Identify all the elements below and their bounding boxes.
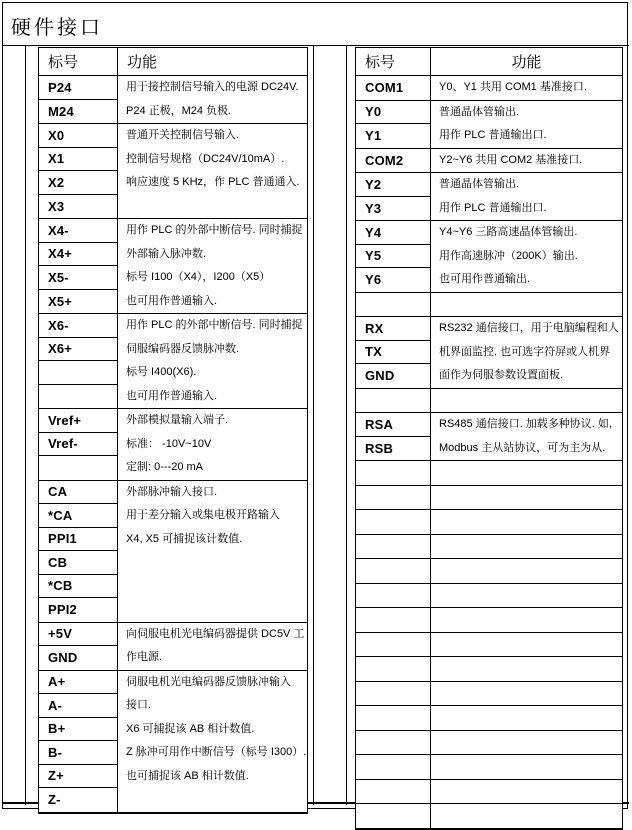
signal-label-cell: *CA [39, 504, 117, 528]
signal-label-cell [356, 389, 430, 413]
function-text-line: 响应速度 5 KHz，作 PLC 普通通入. [126, 176, 300, 188]
label-column [356, 755, 431, 779]
table-row-group [356, 804, 622, 828]
signal-label-cell [356, 706, 430, 730]
table-row-group [356, 173, 622, 221]
signal-label-cell: B+ [39, 718, 117, 742]
signal-label-cell [39, 385, 117, 409]
function-cell [431, 149, 622, 173]
function-text-line: 作电源. [126, 651, 163, 663]
function-text-line [439, 682, 622, 706]
signal-label-cell [356, 804, 430, 828]
signal-label-cell: Vref- [39, 433, 117, 457]
label-column [356, 804, 431, 828]
signal-label-cell: Y1 [365, 128, 382, 144]
function-cell [431, 804, 622, 828]
function-cell [431, 608, 622, 632]
function-text-line [439, 535, 622, 559]
title-separator-line [2, 45, 629, 46]
function-cell [431, 780, 622, 804]
signal-label-cell [356, 293, 430, 317]
function-text-line: X6 可捕捉该 AB 相计数值. [126, 722, 255, 735]
signal-label-cell: CA [39, 481, 117, 505]
function-text-line: 定制: 0---20 mA [126, 461, 204, 473]
function-text-line [439, 584, 622, 608]
label-column [356, 173, 431, 220]
signal-label-cell [356, 461, 430, 485]
signal-label-cell: *CB [39, 575, 117, 599]
label-column [39, 314, 118, 408]
table-row-group [356, 76, 622, 101]
signal-label-cell [356, 584, 430, 608]
table-row-group [356, 293, 622, 318]
table-row-group [39, 76, 307, 124]
column-header-label: 标号 [356, 48, 431, 75]
function-text-line [439, 461, 622, 485]
label-column [356, 101, 431, 148]
signal-label-cell: Z- [48, 792, 61, 808]
table-row-group [356, 584, 622, 609]
signal-label-cell [356, 682, 430, 706]
function-cell [431, 633, 622, 657]
signal-label-cell: Vref+ [39, 409, 117, 433]
signal-label-cell [356, 755, 430, 779]
label-column [356, 510, 431, 534]
label-column [356, 706, 431, 730]
signal-label-cell [356, 731, 430, 755]
table-row-group [39, 219, 307, 314]
function-text-line: 用作 PLC 的外部中断信号. 同时捕捉 [126, 319, 303, 331]
signal-label-cell [356, 535, 430, 559]
label-column [356, 317, 431, 388]
signal-label-cell: X1 [39, 148, 117, 172]
function-text-line: Modbus 主从站协议，可为主为从. [439, 441, 606, 454]
signal-label-cell: X6+ [39, 338, 117, 362]
signal-label-cell: CB [39, 551, 117, 575]
table-row-group [39, 671, 307, 812]
outer-grid-divider-middle [313, 46, 314, 805]
function-text-line: 伺服编码器反馈脉冲数. [126, 342, 240, 355]
function-cell [118, 76, 307, 123]
signal-label-cell: X0 [39, 124, 117, 148]
signal-label-cell [356, 633, 430, 657]
label-column [39, 124, 118, 218]
table-row-group [356, 682, 622, 707]
label-column [356, 657, 431, 681]
signal-label-cell: COM1 [365, 80, 404, 96]
table-row-group [356, 486, 622, 511]
column-header-function: 功能 [511, 54, 542, 71]
function-cell [118, 481, 307, 622]
label-column [356, 559, 431, 583]
label-column [39, 409, 118, 480]
signal-label-cell: COM2 [365, 152, 404, 168]
table-row-group [356, 731, 622, 756]
label-column [356, 633, 431, 657]
function-text-line: 普通晶体管输出. [439, 105, 520, 118]
label-column [356, 221, 431, 292]
function-text-line: P24 正极，M24 负极. [126, 104, 232, 117]
label-column [39, 671, 118, 812]
signal-label-cell: +5V [39, 623, 117, 647]
function-cell [118, 409, 307, 480]
column-header-function: 功能 [127, 54, 158, 71]
signal-label-cell: X4- [39, 219, 117, 243]
table-row-group [356, 657, 622, 682]
function-cell [118, 314, 307, 408]
function-text-line: 面作为伺服参数设置面板. [439, 369, 564, 381]
function-text-line: 用作 PLC 普通输出口. [439, 129, 547, 141]
function-cell [431, 510, 622, 534]
function-cell [431, 461, 622, 485]
function-text-line: 也可捕捉该 AB 相计数值. [126, 769, 249, 782]
function-cell [431, 755, 622, 779]
function-text-line [439, 293, 622, 317]
label-column [39, 76, 118, 123]
label-column [356, 413, 431, 460]
signal-label-cell: PPI2 [48, 602, 77, 618]
label-column [356, 76, 431, 100]
function-text-line [439, 510, 622, 534]
label-column [356, 461, 431, 485]
function-text-line: 外部脉冲输入接口. [126, 485, 218, 498]
function-text-line: 用作 PLC 的外部中断信号. 同时捕捉 [126, 224, 303, 236]
signal-label-cell [356, 559, 430, 583]
table-row-group [356, 535, 622, 560]
signal-label-cell [356, 780, 430, 804]
page-title: 硬件接口 [11, 17, 103, 39]
signal-label-cell: Y4 [356, 221, 430, 245]
table-row-group [356, 413, 622, 461]
table-row-group [356, 780, 622, 805]
label-column [356, 389, 431, 413]
function-text-line: 外部输入脉冲数. [126, 247, 207, 260]
signal-label-cell: X5+ [48, 293, 73, 309]
signal-label-cell: Y0 [356, 101, 430, 125]
signal-label-cell: B- [39, 741, 117, 765]
function-text-line: X4, X5 可捕捉该计数值. [126, 532, 243, 545]
function-cell [431, 535, 622, 559]
signal-label-cell: M24 [48, 103, 74, 119]
function-text-line: Y4~Y6 三路高速晶体管输出. [439, 226, 578, 238]
table-row-group [356, 559, 622, 584]
function-cell [118, 623, 307, 670]
signal-label-cell [356, 510, 430, 534]
signal-label-cell [356, 657, 430, 681]
function-cell [118, 671, 307, 812]
function-cell [431, 413, 622, 460]
outer-grid-divider-middle-right [346, 46, 347, 805]
signal-label-cell: Y2 [356, 173, 430, 197]
label-column [356, 780, 431, 804]
signal-label-cell: X3 [48, 198, 65, 214]
function-text-line: 向伺服电机光电编码器提供 DC5V 工 [126, 627, 305, 640]
table-row-group [356, 608, 622, 633]
label-column [356, 584, 431, 608]
function-text-line [439, 804, 622, 828]
label-column [356, 149, 431, 173]
label-column [356, 682, 431, 706]
function-text-line [439, 486, 622, 510]
function-text-line: 控制信号规格（DC24V/10mA）. [126, 152, 285, 165]
label-column [39, 481, 118, 622]
signal-label-cell: P24 [39, 76, 117, 100]
function-text-line: RS485 通信接口. 加载多种协议. 如, [439, 418, 612, 430]
function-text-line: RS232 通信接口，用于电脑编程和人 [439, 322, 619, 334]
function-cell [431, 657, 622, 681]
table-row-group [356, 221, 622, 293]
function-text-line: Z 脉冲可用作中断信号（标号 I300）. [126, 746, 307, 758]
table-row-group [356, 317, 622, 389]
function-text-line: 伺服电机光电编码器反馈脉冲输入 [126, 675, 291, 688]
function-text-line: 外部模拟量输入端子. [126, 414, 229, 426]
table-header-row [39, 48, 307, 76]
function-cell [431, 731, 622, 755]
label-column [356, 486, 431, 510]
table-row-group [39, 124, 307, 219]
function-text-line [439, 633, 622, 657]
function-text-line [439, 755, 622, 779]
label-column [356, 608, 431, 632]
outer-grid-divider-left [25, 46, 26, 805]
table-row-group [356, 755, 622, 780]
signal-label-cell: RSB [365, 440, 394, 456]
label-column [356, 535, 431, 559]
table-row-group [39, 481, 307, 623]
signal-label-cell: PPI1 [39, 528, 117, 552]
function-cell [431, 317, 622, 388]
function-text-line [439, 731, 622, 755]
signal-label-cell: Y6 [365, 272, 382, 288]
signal-label-cell: X2 [39, 171, 117, 195]
signal-label-cell: GND [365, 368, 395, 384]
function-text-line [439, 780, 622, 804]
column-header-label: 标号 [39, 48, 118, 75]
signal-label-cell [356, 608, 430, 632]
label-column [356, 731, 431, 755]
function-text-line: 也可用作普通输出. [439, 273, 531, 285]
function-cell [431, 706, 622, 730]
signal-label-cell [39, 361, 117, 385]
signal-label-cell: GND [48, 650, 78, 666]
table-row-group [356, 389, 622, 414]
function-cell [431, 682, 622, 706]
function-cell [431, 293, 622, 317]
table-row-group [356, 149, 622, 174]
signal-label-cell: A- [39, 694, 117, 718]
label-column [356, 293, 431, 317]
function-text-line: 标号 I100（X4），I200（X5） [126, 271, 271, 283]
function-cell [431, 76, 622, 100]
table-row-group [356, 706, 622, 731]
signal-label-cell: A+ [39, 671, 117, 695]
table-row-group [39, 623, 307, 671]
function-text-line: Y0、Y1 共用 COM1 基准接口. [439, 81, 587, 93]
function-text-line: 机界面监控. 也可选字符屏或人机界 [439, 345, 611, 358]
function-cell [118, 219, 307, 313]
table-row-group [39, 409, 307, 481]
function-cell [431, 486, 622, 510]
signal-label-cell: Y3 [365, 200, 382, 216]
table-row-group [356, 461, 622, 486]
function-text-line: Y2~Y6 共用 COM2 基准接口. [439, 153, 583, 166]
function-text-line [439, 657, 622, 681]
function-cell [431, 559, 622, 583]
function-text-line [439, 706, 622, 730]
signal-label-cell: Y5 [356, 245, 430, 269]
function-text-line: 普通晶体管输出. [439, 178, 520, 190]
function-cell [431, 389, 622, 413]
function-text-line: 用于差分输入或集电极开路输入 [126, 509, 280, 521]
function-text-line [439, 608, 622, 632]
function-cell [431, 173, 622, 220]
function-cell [118, 124, 307, 218]
function-cell [431, 101, 622, 148]
function-text-line: 用作 PLC 普通输出口. [439, 201, 547, 214]
signal-label-cell: RX [356, 317, 430, 341]
table-row-group [39, 314, 307, 409]
label-column [39, 623, 118, 670]
function-text-line: 标号 I400(X6). [126, 366, 197, 378]
left-signal-table [38, 47, 308, 814]
function-cell [431, 584, 622, 608]
signal-label-cell: X6- [39, 314, 117, 338]
signal-label-cell: Z+ [39, 765, 117, 789]
function-text-line: 普通开关控制信号输入. [126, 129, 240, 141]
function-text-line [439, 559, 622, 583]
table-row-group [356, 633, 622, 658]
signal-label-cell: TX [356, 341, 430, 365]
function-text-line: 用作高速脉冲（200K）输出. [439, 249, 578, 262]
table-row-group [356, 510, 622, 535]
signal-label-cell: RSA [356, 413, 430, 437]
function-text-line: 用于接控制信号输入的电源 DC24V. [126, 81, 299, 93]
signal-label-cell [356, 486, 430, 510]
function-cell [431, 221, 622, 292]
function-text-line [439, 389, 622, 413]
signal-label-cell: X4+ [39, 243, 117, 267]
function-text-line: 标准： -10V~10V [126, 437, 212, 450]
right-signal-table [355, 47, 623, 830]
table-header-row [356, 48, 622, 76]
function-text-line: 接口. [126, 699, 152, 711]
signal-label-cell [39, 456, 117, 480]
signal-label-cell: X5- [39, 266, 117, 290]
function-text-line: 也可用作普通输入. [126, 294, 218, 307]
label-column [39, 219, 118, 313]
function-text-line: 也可用作普通输入. [126, 389, 218, 402]
table-row-group [356, 101, 622, 149]
